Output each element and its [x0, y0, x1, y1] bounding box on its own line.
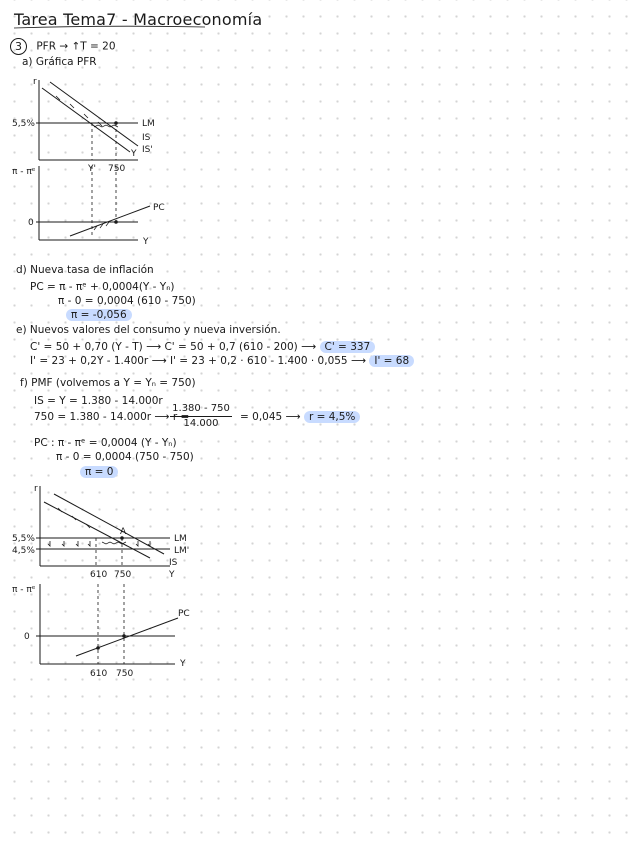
- graph1-curve-is: IS: [142, 133, 151, 143]
- graph3-point-a: A: [120, 527, 127, 537]
- graph1-tick-750: 750: [108, 164, 126, 174]
- graph4-y-axis: π - πᵉ: [12, 585, 36, 595]
- investment-equation: I' = 23 + 0,2Y - 1.400r ⟶ I' = 23 + 0,2 · 610 - 1.400 · 0,055 ⟶: [30, 355, 366, 367]
- part-e-consumption: [30, 341, 375, 354]
- graph2-x-axis: Y: [143, 237, 149, 247]
- consumption-equation: C' = 50 + 0,70 (Y - T) ⟶ C' = 50 + 0,7 (610 - 200) ⟶: [30, 341, 317, 353]
- pi-result-highlight: π = 0: [80, 466, 118, 478]
- graph2-curve-pc: PC: [153, 203, 165, 213]
- part-d-result: [66, 309, 132, 322]
- graph1-curve-lm: LM: [142, 119, 155, 129]
- part-f-pc-line2: π - 0 = 0,0004 (750 - 750): [56, 451, 194, 463]
- fraction-denominator: 14.000: [183, 418, 219, 429]
- exercise-header: [10, 38, 116, 55]
- fraction-bar: [170, 416, 232, 417]
- consumption-result-highlight: C' = 337: [320, 341, 376, 353]
- graph3-curve-lm: LM: [174, 534, 187, 544]
- graph4-tick-610: 610: [90, 669, 108, 679]
- graph4-curve-pc: PC: [178, 609, 190, 619]
- inflation-result-highlight: π = -0,056: [66, 309, 132, 321]
- part-f-pi-result: [80, 466, 118, 479]
- part-f-is-line2: 750 = 1.380 - 14.000r ⟶ r =: [34, 411, 190, 423]
- graph3-r-high: 5,5%: [12, 534, 35, 544]
- graph2-zero: 0: [28, 218, 34, 228]
- exercise-number: 3: [10, 38, 27, 55]
- part-d-line2: π - 0 = 0,0004 (610 - 750): [58, 295, 196, 307]
- graph3-tick-610: 610: [90, 570, 108, 580]
- graph-pc-1: [10, 160, 190, 250]
- page-title: Tarea Tema7 - Macroeconomía: [14, 10, 263, 29]
- graph1-tick-yprime: Y': [88, 164, 96, 174]
- part-f-label: f) PMF (volvemos a Y = Yₙ = 750): [20, 377, 196, 389]
- graph3-x-axis: Y: [169, 570, 175, 580]
- graph1-curve-is-prime: IS': [142, 145, 153, 155]
- graph3-tick-750: 750: [114, 570, 132, 580]
- r-result-highlight: r = 4,5%: [304, 411, 360, 423]
- graph3-curve-lm-prime: LM': [174, 546, 190, 556]
- part-f-is-line1: IS = Y = 1.380 - 14.000r: [34, 395, 163, 407]
- title-underline: [0, 0, 210, 30]
- graph-pc-2: [10, 580, 210, 680]
- graph4-tick-750: 750: [116, 669, 134, 679]
- graph4-x-axis: Y: [180, 659, 186, 669]
- graph4-zero: 0: [24, 632, 30, 642]
- graph1-r-value: 5,5%: [12, 119, 35, 129]
- part-d-line1: PC = π - πᵉ + 0,0004(Y - Yₙ): [30, 281, 175, 293]
- graph3-curve-is: IS: [169, 558, 178, 568]
- graph1-y-axis: r: [33, 77, 37, 87]
- graph2-y-axis: π - πᵉ: [12, 167, 36, 177]
- part-f-pc-line1: PC : π - πᵉ = 0,0004 (Y - Yₙ): [34, 437, 177, 449]
- part-f-fraction: [170, 403, 232, 430]
- exercise-statement: PFR → ↑T = 20: [36, 40, 116, 53]
- part-f-r-after: [240, 411, 360, 424]
- part-e-investment: [30, 355, 414, 368]
- part-e-label: e) Nuevos valores del consumo y nueva inversión.: [16, 324, 281, 336]
- graph3-y-axis: r: [34, 484, 38, 494]
- graph3-r-low: 4,5%: [12, 546, 35, 556]
- r-value-equation: = 0,045 ⟶: [240, 411, 301, 423]
- part-a-label: a) Gráfica PFR: [22, 56, 97, 68]
- graph1-x-axis: Y: [131, 149, 137, 159]
- graph-is-lm-2: [10, 482, 210, 586]
- part-d-label: d) Nueva tasa de inflación: [16, 264, 154, 276]
- fraction-numerator: 1.380 - 750: [172, 403, 230, 414]
- investment-result-highlight: I' = 68: [369, 355, 414, 367]
